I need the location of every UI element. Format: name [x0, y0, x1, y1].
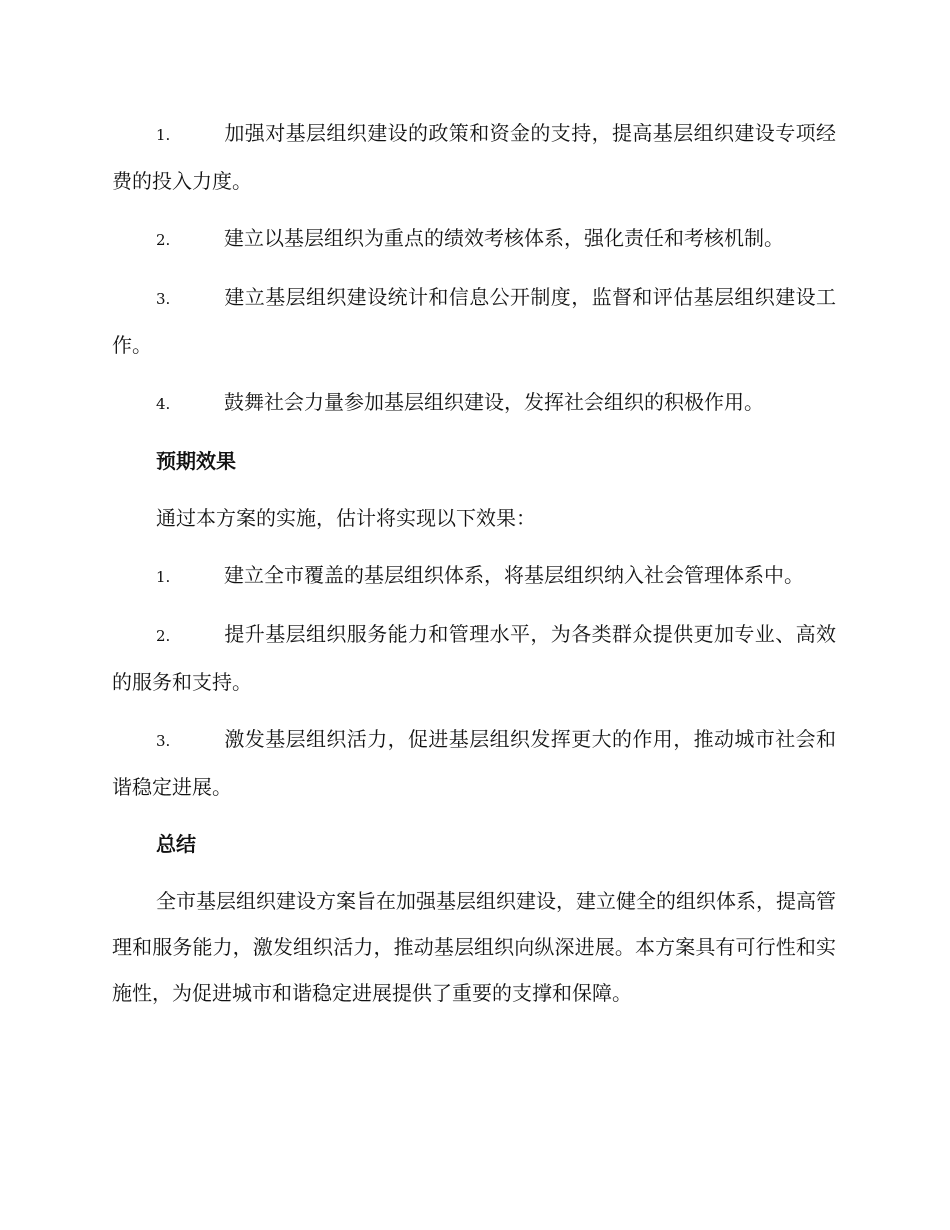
summary-paragraph: 全市基层组织建设方案旨在加强基层组织建设，建立健全的组织体系，提高管理和服务能力，激发组织活力，推动基层组织向纵深进展。本方案具有可行性和实施性，为促进城市和谐稳定进展提供了重要的支撑和保障。 — [112, 889, 836, 1005]
list-item-text: 加强对基层组织建设的政策和资金的支持，提高基层组织建设专项经费的投入力度。 — [112, 121, 836, 193]
measure-item-4 — [112, 379, 836, 427]
list-item-text: 建立基层组织建设统计和信息公开制度，监督和评估基层组织建设工作。 — [112, 285, 836, 357]
section-heading-expected-effects: 预期效果 — [156, 449, 236, 473]
expected-effects-intro: 通过本方案的实施，估计将实现以下效果： — [156, 506, 536, 530]
list-number: 2. — [156, 231, 171, 249]
list-number: 1. — [156, 126, 171, 144]
effect-item-1 — [112, 552, 836, 600]
list-number: 4. — [156, 395, 171, 413]
document-body — [112, 110, 836, 1027]
list-item-text: 建立全市覆盖的基层组织体系，将基层组织纳入社会管理体系中。 — [224, 563, 804, 587]
list-number: 1. — [156, 568, 171, 586]
list-number: 3. — [156, 732, 171, 750]
list-item-text: 提升基层组织服务能力和管理水平，为各类群众提供更加专业、高效的服务和支持。 — [112, 622, 836, 694]
list-item-text: 建立以基层组织为重点的绩效考核体系，强化责任和考核机制。 — [224, 226, 784, 250]
effect-item-2 — [112, 611, 836, 705]
measure-item-2 — [112, 215, 836, 263]
measure-item-1 — [112, 110, 836, 204]
section-heading-summary: 总结 — [156, 832, 196, 856]
effect-item-3 — [112, 716, 836, 810]
list-item-text: 激发基层组织活力，促进基层组织发挥更大的作用，推动城市社会和谐稳定进展。 — [112, 727, 836, 799]
list-number: 2. — [156, 627, 171, 645]
list-number: 3. — [156, 290, 171, 308]
measure-item-3 — [112, 274, 836, 368]
list-item-text: 鼓舞社会力量参加基层组织建设，发挥社会组织的积极作用。 — [224, 390, 764, 414]
